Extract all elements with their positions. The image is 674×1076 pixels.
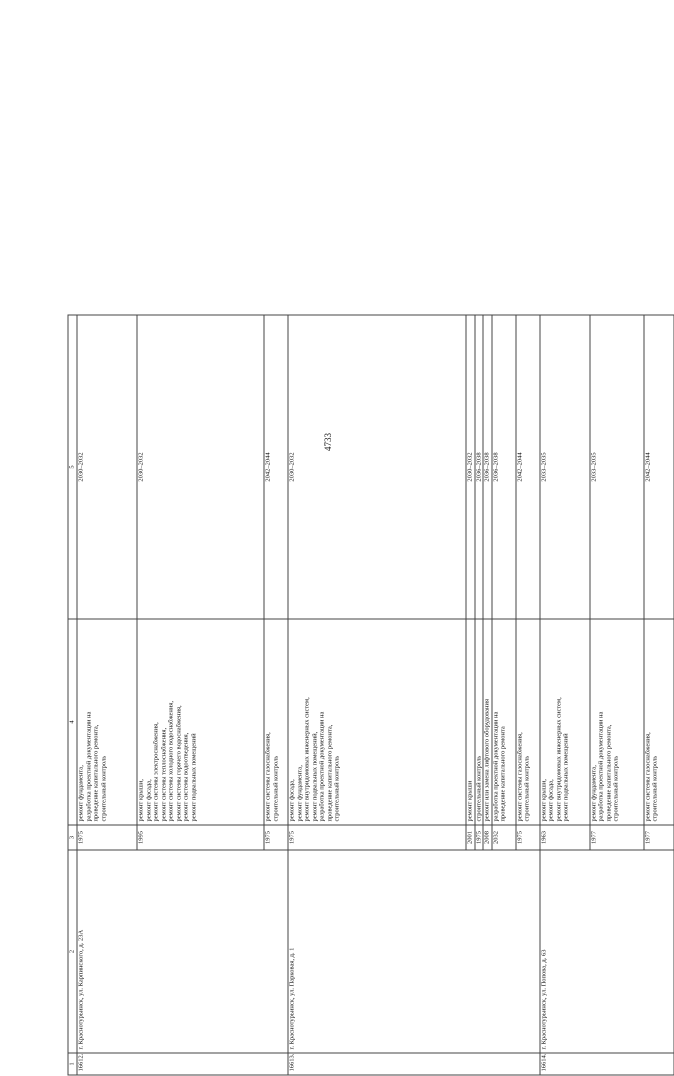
period-cell: 2030–2032 <box>77 315 137 619</box>
work-item: разработка проектной документации на <box>598 623 606 822</box>
works-cell <box>466 619 475 825</box>
work-item: ремонт крыши, <box>138 623 146 822</box>
work-item: ремонт системы холодного водоснабжения, <box>168 623 176 822</box>
work-item: ремонт подвальных помещений <box>190 623 198 822</box>
work-item: ремонт подвальных помещений, <box>311 623 319 822</box>
work-item: строительный контроль <box>475 623 483 822</box>
work-item: ремонт системы газоснабжения, <box>516 623 524 822</box>
table-row <box>288 315 466 1075</box>
work-item: ремонт или замена лифтового оборудования <box>484 623 492 822</box>
works-cell <box>590 619 644 825</box>
year-cell: 1975 <box>516 825 540 850</box>
work-item: строительный контроль <box>524 623 532 822</box>
period-cell: 2036–2038 <box>483 315 492 619</box>
work-item: проведение капитального ремонта <box>500 623 508 822</box>
works-cell <box>137 619 264 825</box>
table-header-row <box>68 315 77 1075</box>
address-cell: г. Краснотурьинск, ул. Карпинского, д. 23А <box>77 850 288 1053</box>
work-item: разработка проектной документации на <box>319 623 327 822</box>
work-item: ремонт системы газоснабжения, <box>644 623 652 822</box>
work-item: разработка проектной документации на <box>492 623 500 822</box>
period-cell: 2033–2035 <box>590 315 644 619</box>
period-cell: 2030–2032 <box>137 315 264 619</box>
work-item: ремонт фундамента, <box>296 623 304 822</box>
work-item: строительный контроль <box>272 623 280 822</box>
work-item: ремонт фундамента, <box>590 623 598 822</box>
works-cell <box>492 619 516 825</box>
work-item: ремонт фасада, <box>289 623 297 822</box>
period-cell: 2030–2032 <box>288 315 466 619</box>
year-cell: 1975 <box>264 825 288 850</box>
page-number: 4733 <box>322 412 334 472</box>
works-cell <box>483 619 492 825</box>
work-item: разработка проектной документации на <box>85 623 93 822</box>
year-cell: 1995 <box>137 825 264 850</box>
year-cell: 1977 <box>644 825 674 850</box>
work-item: ремонт крыши, <box>540 623 548 822</box>
works-cell <box>264 619 288 825</box>
work-item: проведение капитального ремонта, <box>326 623 334 822</box>
work-item: ремонт фасада, <box>145 623 153 822</box>
work-item: ремонт крыши <box>467 623 475 822</box>
header-cell: 4 <box>68 619 77 825</box>
work-item: ремонт системы горячего водоснабжения, <box>175 623 183 822</box>
row-number-cell: 16612. <box>77 1053 288 1075</box>
work-item: ремонт системы водоотведения, <box>183 623 191 822</box>
year-cell: 1975 <box>288 825 466 850</box>
work-item: строительный контроль <box>100 623 108 822</box>
year-cell: 2008 <box>483 825 492 850</box>
works-cell <box>288 619 466 825</box>
work-item: строительный контроль <box>334 623 342 822</box>
year-cell: 1977 <box>590 825 644 850</box>
row-number-cell: 16613. <box>288 1053 540 1075</box>
work-item: строительный контроль <box>652 623 660 822</box>
works-cell <box>540 619 590 825</box>
work-item: ремонт внутридомовых инженерных систем, <box>555 623 563 822</box>
header-cell: 3 <box>68 825 77 850</box>
year-cell: 1975 <box>77 825 137 850</box>
work-item: ремонт подвальных помещений <box>563 623 571 822</box>
period-cell: 2036–2038 <box>492 315 516 619</box>
header-cell: 2 <box>68 850 77 1053</box>
year-cell: 2032 <box>492 825 516 850</box>
works-cell <box>516 619 540 825</box>
work-item: проведение капитального ремонта, <box>605 623 613 822</box>
works-cell <box>644 619 674 825</box>
period-cell: 2042–2044 <box>516 315 540 619</box>
header-cell: 5 <box>68 315 77 619</box>
works-cell <box>475 619 484 825</box>
period-cell: 2042–2044 <box>264 315 288 619</box>
works-cell <box>77 619 137 825</box>
work-item: ремонт фасада, <box>548 623 556 822</box>
work-item: проведение капитального ремонта, <box>93 623 101 822</box>
year-cell: 1963 <box>540 825 590 850</box>
table-row <box>540 315 590 1075</box>
period-cell: 2030–2032 <box>466 315 475 619</box>
work-item: ремонт системы теплоснабжения, <box>160 623 168 822</box>
header-cell: 1 <box>68 1053 77 1075</box>
work-item: ремонт внутридомовых инженерных систем, <box>304 623 312 822</box>
address-cell: г. Краснотурьинск, ул. Попова, д. 63 <box>540 850 674 1053</box>
work-item: строительный контроль <box>613 623 621 822</box>
row-number-cell: 16614. <box>540 1053 674 1075</box>
work-item: ремонт системы газоснабжения, <box>265 623 273 822</box>
rotated-table-container <box>68 316 623 1076</box>
period-cell: 2042–2044 <box>644 315 674 619</box>
address-cell: г. Краснотурьинск, ул. Парковая, д. 1 <box>288 850 540 1053</box>
year-cell: 1975 <box>475 825 484 850</box>
work-item: ремонт фундамента, <box>78 623 86 822</box>
work-item: ремонт системы электроснабжения, <box>153 623 161 822</box>
capital-repair-table <box>68 315 674 1076</box>
table-row <box>77 315 137 1075</box>
year-cell: 2001 <box>466 825 475 850</box>
period-cell: 2033–2035 <box>540 315 590 619</box>
period-cell: 2036–2038 <box>475 315 484 619</box>
